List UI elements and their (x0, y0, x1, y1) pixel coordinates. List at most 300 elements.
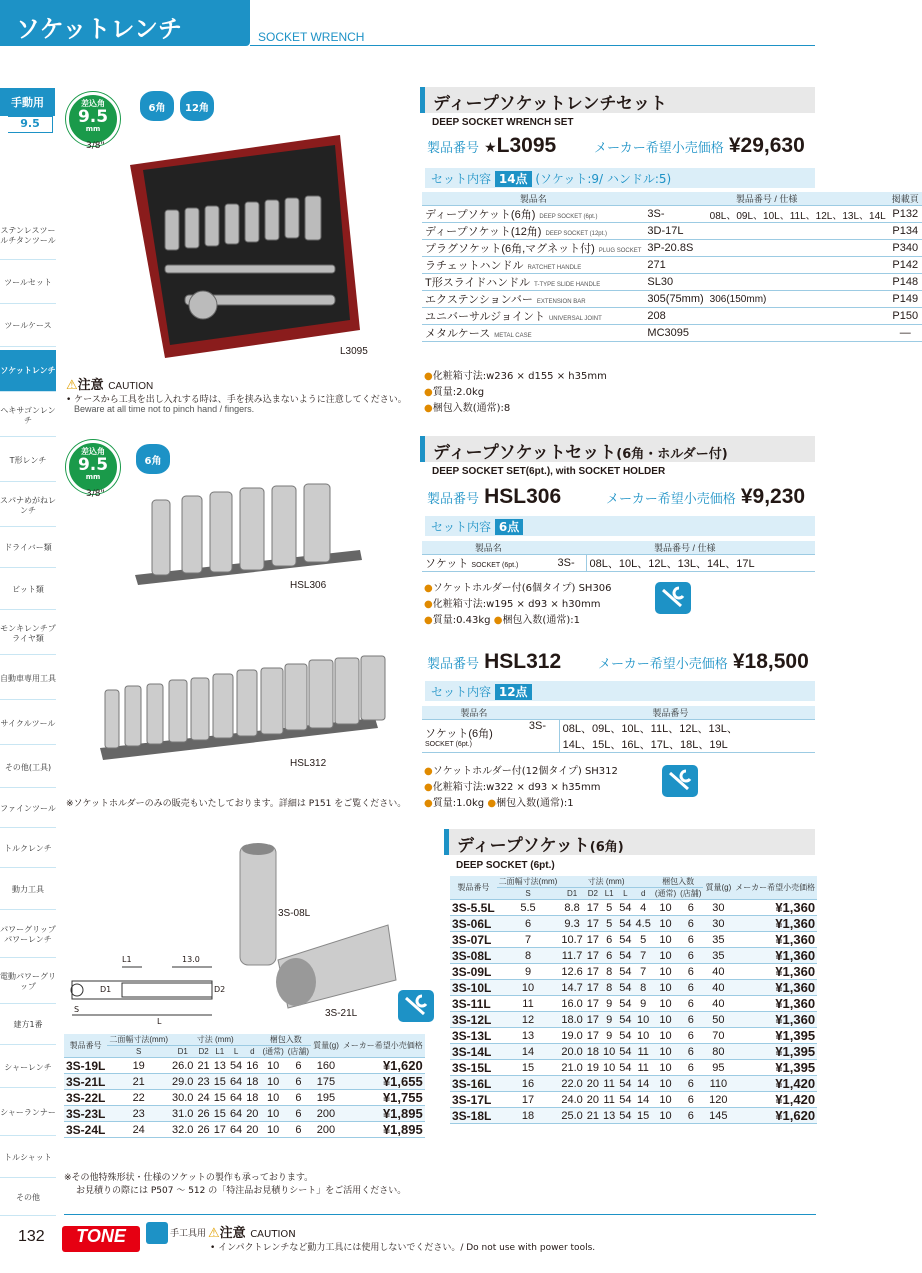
spec-cell: 54 (619, 965, 632, 978)
spec-cell: 17 (497, 1092, 560, 1108)
spec-cell: 6 (678, 1044, 703, 1060)
dim-l1: L1 (122, 955, 132, 964)
holder-note: ※ソケットホルダーのみの販売もいたしております。詳細は P151 をご覧ください。 (66, 799, 407, 809)
spec-cell: 13 (213, 1059, 226, 1072)
part-number: 3S-08L (450, 948, 497, 964)
item-page: P148 (889, 274, 922, 291)
spec-cell: 6 (678, 1012, 703, 1028)
caution-en-text: Beware at all time not to pinch hand / fingers. (74, 404, 255, 414)
sidebar-subcategory: 9.5 (8, 116, 53, 133)
sidebar-item: パワーグリップパワーレンチ (0, 912, 56, 958)
table-row (450, 1044, 817, 1060)
spec-cell: 6 (678, 964, 703, 980)
spec-cell: 15 (634, 1108, 653, 1124)
price: ¥1,395 (733, 1028, 817, 1044)
s1-price: ¥29,630 (728, 134, 805, 157)
th-spec: 製品番号 / 仕様 (555, 541, 815, 555)
s1-pno-line (427, 134, 556, 158)
spec-cell: 12 (497, 1012, 560, 1028)
badge-inch-2: 3/8" (86, 489, 105, 499)
spec-cell: 10 (653, 964, 678, 980)
hand-tool-icon (146, 1222, 168, 1244)
spec-cell: 20 (586, 1077, 600, 1090)
table-row (64, 1106, 425, 1122)
spec-cell: 20.0 (561, 1045, 583, 1058)
pno-label: 製品番号 (427, 141, 480, 156)
spec-cell: 10 (653, 1028, 678, 1044)
th-spec: 製品番号 / 仕様 (644, 192, 888, 206)
item-name-en: DEEP SOCKET (12pt.) (545, 231, 607, 237)
drive-size-badge (66, 92, 120, 146)
spec-cell: 6 (286, 1106, 311, 1122)
item-code: 3S- (644, 206, 706, 223)
s2-row-name: ソケット SOCKET (6pt.) (422, 555, 555, 572)
spec-cell: 160 (311, 1058, 341, 1074)
spec-cell: 24 (107, 1122, 170, 1138)
s1-pno: L3095 (496, 134, 557, 157)
spec-cell: 6 (497, 916, 560, 932)
sidebar-item: トルクレンチ (0, 830, 56, 868)
sidebar-item: ソケットレンチ (0, 350, 56, 392)
spec-cell: 64 (229, 1075, 243, 1088)
footer-line (64, 1214, 816, 1215)
sidebar-item: その他 (0, 1180, 56, 1216)
s2-price-line (606, 485, 805, 509)
spec-cell: 10 (653, 932, 678, 948)
footer-text: • インパクトレンチなど動力工具には使用しないでください。/ Do not use with power tools. (210, 1243, 596, 1253)
spec-cell: 30.0 (172, 1091, 194, 1104)
s4-title-suffix: (6角) (589, 840, 624, 855)
s4-note-1: ※その他特殊形状・仕様のソケットの製作も承っております。 (64, 1173, 314, 1183)
spec-cell: 19.0 (561, 1029, 583, 1042)
s4-notes (64, 1172, 406, 1198)
dim-13: 13.0 (182, 955, 200, 964)
sidebar-item: ファインツール (0, 790, 56, 828)
spec-cell: 14 (497, 1044, 560, 1060)
part-number: 3S-18L (450, 1108, 497, 1124)
sidebar-item: トルシャット (0, 1138, 56, 1178)
item-name-en: T-TYPE SLIDE HANDLE (534, 282, 601, 288)
item-name: ディープソケット(6角) (425, 209, 536, 221)
spec-cell: 12.6 (561, 965, 583, 978)
set-label: セット内容 (431, 172, 492, 186)
spec-cell: 8 (601, 964, 617, 980)
s3-price: ¥18,500 (732, 650, 809, 673)
sidebar-item: 建方1番 (0, 1005, 56, 1045)
item-spec (707, 308, 889, 325)
price: ¥1,360 (733, 980, 817, 996)
spec-cell: 21.0 (561, 1061, 583, 1074)
dimension-drawing (62, 955, 232, 1030)
item-page: P340 (889, 240, 922, 257)
badge-unit: mm (85, 473, 101, 481)
set-count: 12点 (495, 684, 532, 700)
page-header-subtitle: SOCKET WRENCH (258, 30, 365, 44)
spec-cell: 23 (197, 1075, 210, 1088)
s3-pno-line (427, 650, 561, 674)
spec-cell: 10 (653, 1044, 678, 1060)
price-label: メーカー希望小売価格 (594, 141, 724, 156)
item-spec (707, 274, 889, 291)
spec-cell: 15 (213, 1107, 226, 1120)
spec-cell: 17 (586, 917, 600, 930)
spec-cell: 54 (619, 1029, 632, 1042)
spec-cell: 6 (286, 1122, 311, 1138)
spec-cell: 9 (601, 1028, 617, 1044)
table-row (450, 980, 817, 996)
sidebar-item: シャーランナー (0, 1090, 56, 1136)
part-number: 3S-22L (66, 1090, 106, 1105)
price: ¥1,420 (733, 1092, 817, 1108)
item-page: — (889, 325, 922, 342)
s2-row-sizes: 08L、10L、12L、13L、14L、17L (586, 555, 815, 572)
spec-cell: 35 (703, 932, 733, 948)
item-name-en: EXTENSION BAR (536, 299, 586, 305)
spec-cell: 10 (603, 1061, 616, 1074)
spec-cell: 31.0 (172, 1107, 194, 1120)
note-mass-pack: ●質量:0.43kg ●梱包入数(通常):1 (424, 615, 580, 626)
price: ¥1,360 (733, 1012, 817, 1028)
pno-label: 製品番号 (427, 492, 480, 507)
spec-cell: 54 (619, 1109, 632, 1122)
spec-cell: 17 (586, 965, 600, 978)
badge-inch: 3/8" (86, 141, 105, 151)
spec-cell: 70 (703, 1028, 733, 1044)
spec-cell: 6 (678, 980, 703, 996)
price: ¥1,360 (733, 900, 817, 916)
spec-cell: 21 (586, 1109, 600, 1122)
s3-table (422, 706, 815, 753)
spec-cell: 5 (601, 900, 617, 916)
s3-row-name: ソケット(6角) SOCKET (6pt.) (422, 720, 526, 753)
item-name: エクステンションバー (425, 294, 533, 306)
spec-cell: 16 (246, 1059, 259, 1072)
spec-cell: 20 (246, 1107, 259, 1120)
th-name: 製品名 (422, 706, 526, 720)
item-code: 3D-17L (644, 223, 706, 240)
spec-cell: 9.3 (559, 916, 584, 932)
price-label: メーカー希望小売価格 (606, 492, 736, 507)
th-name: 製品名 (422, 541, 555, 555)
spec-cell: 11 (634, 1060, 653, 1076)
part-number: 3S-16L (450, 1076, 497, 1092)
spec-cell: 26 (197, 1123, 210, 1136)
part-number: 3S-21L (66, 1074, 106, 1089)
s3-pno: HSL312 (484, 650, 562, 673)
caution-en: CAUTION (108, 381, 154, 392)
s2-set-contents (425, 516, 815, 536)
table-row (422, 291, 922, 308)
spec-cell: 17 (586, 1029, 600, 1042)
item-name-en: DEEP SOCKET (6pt.) (539, 214, 598, 220)
spec-cell: 10 (260, 1122, 285, 1138)
table-row (422, 257, 922, 274)
spec-cell: 10 (260, 1058, 285, 1074)
spec-cell: 19 (586, 1061, 600, 1074)
sidebar-item: 動力工具 (0, 870, 56, 910)
spec-cell: 13 (497, 1028, 560, 1044)
spec-cell: 10 (653, 916, 678, 932)
s3-row-prefix: 3S- (526, 720, 559, 753)
spec-cell: 6 (678, 948, 703, 964)
spec-cell: 54 (619, 1093, 632, 1106)
spec-cell: 17 (586, 933, 600, 946)
spec-cell: 54 (619, 901, 632, 914)
spec-cell: 4 (634, 900, 653, 916)
spec-cell: 54 (619, 997, 632, 1010)
set-count: 6点 (495, 519, 523, 535)
wrench-icon (655, 582, 691, 614)
price: ¥1,360 (733, 964, 817, 980)
spec-cell: 6 (678, 1076, 703, 1092)
price: ¥1,655 (341, 1074, 425, 1090)
table-row (450, 900, 817, 916)
spec-cell: 30 (703, 916, 733, 932)
spec-cell: 8 (497, 948, 560, 964)
set-count: 14点 (495, 171, 532, 187)
table-row (450, 1060, 817, 1076)
note-holder: ●ソケットホルダー付(12個タイプ) SH312 (424, 766, 618, 777)
table-row (450, 996, 817, 1012)
spec-cell: 54 (619, 1013, 632, 1026)
spec-cell: 32.0 (172, 1123, 194, 1136)
footer-caution-en: CAUTION (250, 1229, 296, 1240)
part-number: 3S-17L (450, 1092, 497, 1108)
s3-row-sizes: 08L、09L、10L、11L、12L、13L、 14L、15L、16L、17L、18L、19L (559, 720, 815, 753)
spec-cell: 15 (213, 1091, 226, 1104)
badge-unit: mm (85, 125, 101, 133)
spec-cell: 18 (246, 1091, 259, 1104)
spec-cell: 54 (229, 1059, 243, 1072)
table-row (450, 948, 817, 964)
wrench-icon (398, 990, 434, 1022)
spec-cell: 15 (213, 1075, 226, 1088)
set-label: セット内容 (431, 520, 492, 534)
spec-cell: 195 (311, 1090, 341, 1106)
spec-cell: 6 (678, 996, 703, 1012)
pno-label: 製品番号 (427, 657, 480, 672)
spec-cell: 6 (678, 1028, 703, 1044)
hand-tool-label: 手工具用 (170, 1229, 207, 1239)
item-spec (707, 223, 889, 240)
s2-row-prefix: 3S- (555, 555, 587, 572)
l3095-caption: L3095 (340, 346, 368, 357)
note-mass-text: 質量:2.0kg (432, 387, 485, 398)
item-name: ユニバーサルジョイント (425, 311, 545, 323)
spec-cell: 9 (601, 996, 617, 1012)
item-name: メタルケース (425, 328, 491, 340)
part-number: 3S-14L (450, 1044, 497, 1060)
table-row (422, 206, 922, 223)
spec-cell: 7 (634, 948, 653, 964)
price: ¥1,755 (341, 1090, 425, 1106)
hsl312-photo (95, 648, 395, 778)
table-row (64, 1058, 425, 1074)
spec-cell: 95 (703, 1060, 733, 1076)
spec-cell: 17 (586, 901, 600, 914)
part-number: 3S-10L (450, 980, 497, 996)
part-number: 3S-13L (450, 1028, 497, 1044)
hex6-badge: 6角 (140, 91, 174, 121)
spec-cell: 8.8 (559, 900, 584, 916)
spec-cell: 6 (678, 1092, 703, 1108)
spec-cell: 10 (260, 1074, 285, 1090)
spec-cell: 13 (603, 1109, 616, 1122)
page-header-title: ソケットレンチ (0, 0, 250, 46)
item-name-en: RATCHET HANDLE (527, 265, 582, 271)
s4-title: ディープソケット (457, 836, 590, 856)
table-row (450, 964, 817, 980)
item-name: ラチェットハンドル (425, 260, 524, 272)
spec-cell: 10 (497, 980, 560, 996)
spec-cell: 16 (497, 1076, 560, 1092)
part-number: 3S-15L (450, 1060, 497, 1076)
spec-cell: 10 (603, 1045, 616, 1058)
spec-cell: 7 (497, 932, 560, 948)
spec-cell: 54 (619, 949, 632, 962)
th-name: 製品名 (422, 192, 644, 206)
sidebar-item: シャーレンチ (0, 1048, 56, 1088)
table-row (422, 308, 922, 325)
spec-cell: 110 (703, 1076, 733, 1092)
note-box-text: 化粧箱寸法:w236 × d155 × h35mm (432, 371, 607, 382)
footer-caution-title: 注意 (219, 1226, 246, 1241)
spec-cell: 24 (197, 1091, 210, 1104)
spec-cell: 10 (260, 1106, 285, 1122)
spec-cell: 7 (634, 964, 653, 980)
spec-cell: 21 (107, 1074, 170, 1090)
photo-3s21l-caption: 3S-21L (325, 1008, 358, 1019)
hex6-badge-2: 6角 (136, 444, 170, 474)
price: ¥1,395 (733, 1044, 817, 1060)
part-number: 3S-11L (450, 996, 497, 1012)
sidebar-item: 電動パワーグリップ (0, 960, 56, 1004)
spec-cell: 200 (311, 1106, 341, 1122)
note-box: ●化粧箱寸法:w322 × d93 × h35mm (424, 782, 601, 793)
item-spec: 306(150mm) (707, 291, 889, 308)
hsl306-photo (130, 480, 370, 590)
table-row (422, 325, 922, 342)
table-row (422, 274, 922, 291)
spec-cell: 6 (286, 1090, 311, 1106)
spec-cell: 200 (311, 1122, 341, 1138)
spec-cell: 40 (703, 980, 733, 996)
s4-note-2: お見積りの際には P507 〜 512 の「特注品お見積りシート」をご活用ください。 (76, 1186, 407, 1196)
spec-cell: 10 (653, 1060, 678, 1076)
spec-cell: 64 (229, 1107, 243, 1120)
part-number: 3S-5.5L (452, 900, 495, 915)
th-page: 掲載頁 (889, 192, 922, 206)
hsl312-caption: HSL312 (290, 758, 327, 769)
spec-cell: 10 (653, 900, 678, 916)
spec-cell: 5 (601, 916, 617, 932)
spec-cell: 6 (678, 916, 703, 932)
sidebar-item: サイクルツール (0, 703, 56, 745)
spec-cell: 6 (286, 1058, 311, 1074)
item-spec (707, 257, 889, 274)
spec-cell: 10 (634, 1028, 653, 1044)
spec-cell: 17 (586, 981, 600, 994)
part-number: 3S-24L (66, 1122, 106, 1137)
spec-cell: 15 (497, 1060, 560, 1076)
s4-table-left: 製品番号 二面幅寸法(mm) 寸法 (mm) 梱包入数 質量(g) メーカー希望小売価格 S D1 D2 L1 L d (通常) (店舗) 3S-19L 19 26.0 21 13 54 16 10 6 160 ¥1,620 3S-21L 21 29.0 23 15 64 18 10 6 175 ¥1,655 3S-22L 22 30.0 24 15 64 18 10 6 195 ¥1,755 3S-23L 23 31.0 26 15 64 20 10 6 200 ¥1,895 3S-24L 24 32.0 26 17 64 20 10 6 200 ¥1,895 (66, 1035, 423, 1137)
sidebar-item: ツールケース (0, 305, 56, 347)
price: ¥1,895 (341, 1106, 425, 1122)
part-number: 3S-06L (450, 916, 497, 932)
spec-cell: 18 (497, 1108, 560, 1124)
spec-cell: 6 (678, 932, 703, 948)
spec-cell: 40 (703, 964, 733, 980)
spec-cell: 54 (619, 981, 632, 994)
warning-icon: ⚠ (66, 378, 78, 393)
spec-cell: 40 (703, 996, 733, 1012)
s4-title-bar (444, 829, 815, 855)
note-holder: ●ソケットホルダー付(6個タイプ) SH306 (424, 583, 612, 594)
sidebar-item: その他(工具) (0, 748, 56, 788)
sidebar-item: ツールセット (0, 262, 56, 304)
note-pack-text: 梱包入数(通常):8 (432, 403, 511, 414)
note-box: ●化粧箱寸法:w195 × d93 × h30mm (424, 599, 601, 610)
note-pack: ●梱包入数(通常):8 (424, 403, 511, 414)
header-line (250, 45, 815, 46)
badge-label: 差込角 (81, 447, 105, 456)
sidebar-item: スパナめがねレンチ (0, 485, 56, 527)
spec-cell: 17 (586, 1013, 600, 1026)
spec-cell: 11 (601, 1092, 617, 1108)
badge-size: 9.5 (77, 455, 109, 475)
table-row (450, 1076, 817, 1092)
spec-cell: 6 (678, 1108, 703, 1124)
spec-cell: 19 (107, 1058, 170, 1074)
warning-icon: ⚠ (208, 1226, 220, 1241)
spec-cell: 10 (653, 948, 678, 964)
spec-cell: 64 (229, 1091, 243, 1104)
spec-cell: 8 (601, 980, 617, 996)
s2-subtitle: DEEP SOCKET SET(6pt.), with SOCKET HOLDER (432, 466, 666, 477)
th-spec: 製品番号 (526, 706, 815, 720)
spec-cell: 64 (229, 1123, 243, 1136)
item-name-en: PLUG SOCKET (598, 248, 642, 254)
hsl306-caption: HSL306 (290, 580, 327, 591)
table-row (450, 1028, 817, 1044)
spec-cell: 5 (634, 932, 653, 948)
dim-l: L (157, 1017, 162, 1026)
item-code: 3P-20.8S (644, 240, 706, 257)
item-page: P134 (889, 223, 922, 240)
spec-cell: 10 (653, 1076, 678, 1092)
item-code: 305(75mm) (644, 291, 706, 308)
price: ¥1,620 (341, 1058, 425, 1074)
table-row (450, 1012, 817, 1028)
spec-cell: 23 (107, 1106, 170, 1122)
spec-cell: 16.0 (561, 997, 583, 1010)
spec-cell: 10 (653, 1012, 678, 1028)
spec-cell: 22.0 (561, 1077, 583, 1090)
spec-cell: 11.7 (559, 948, 584, 964)
caution-title: 注意 (77, 378, 104, 393)
s2-title-suffix: (6角・ホルダー付) (616, 447, 728, 462)
table-row (64, 1122, 425, 1138)
sidebar-item: 自動車専用工具 (0, 658, 56, 700)
item-spec (707, 240, 889, 257)
s3-set-contents (425, 681, 815, 701)
spec-cell: 18 (586, 1045, 600, 1058)
spec-cell: 54 (619, 1045, 632, 1058)
item-code: SL30 (644, 274, 706, 291)
s1-subtitle: DEEP SOCKET WRENCH SET (432, 117, 574, 128)
price: ¥1,620 (733, 1108, 817, 1124)
s2-title: ディープソケットセット (433, 443, 617, 463)
